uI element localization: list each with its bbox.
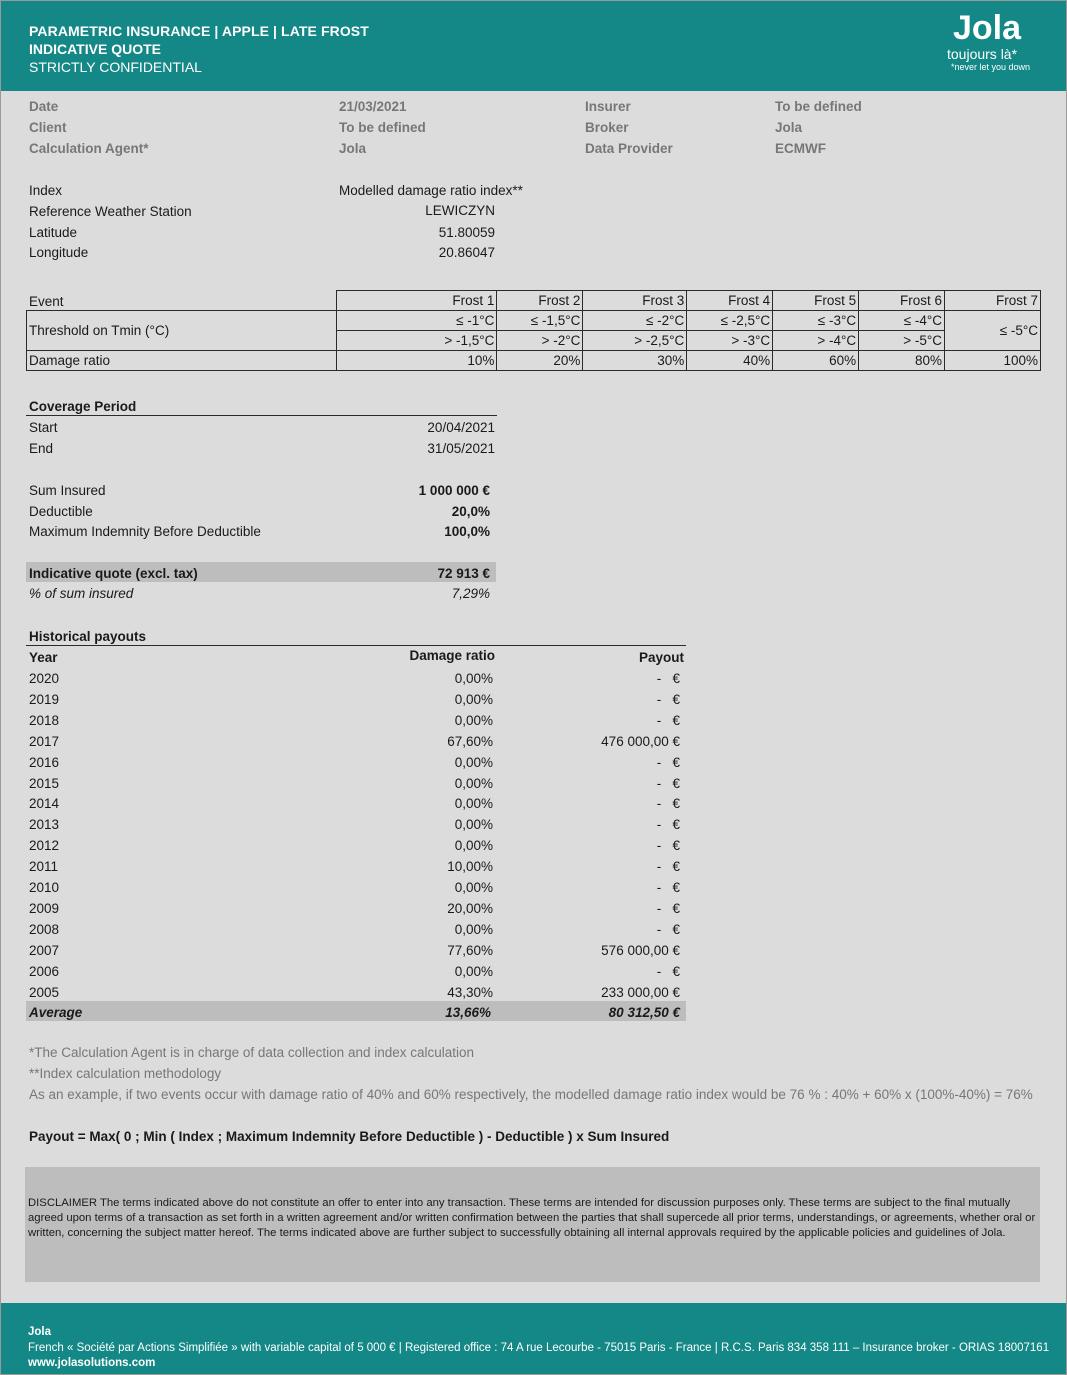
history-divider — [26, 645, 686, 646]
history-damage-ratio: 0,00% — [454, 692, 493, 707]
frost-name: Frost 3 — [583, 291, 687, 311]
history-year: 2006 — [29, 964, 60, 979]
history-year: 2013 — [29, 817, 60, 832]
damage-ratio-row — [27, 351, 1041, 371]
note-example: As an example, if two events occur with damage ratio of 40% and 60% respectively, the modelled damage ratio index would be 76 % : 40% + 60% x (100%-40%) = 76% — [29, 1087, 1033, 1102]
history-damage-ratio: 0,00% — [454, 713, 493, 728]
history-title: Historical payouts — [29, 629, 147, 644]
history-damage-ratio: 0,00% — [454, 880, 493, 895]
damage-ratio-value: 60% — [773, 351, 859, 371]
history-damage-ratio: 67,60% — [447, 734, 493, 749]
table-corner — [27, 291, 337, 311]
index-value: Modelled damage ratio index** — [339, 183, 523, 198]
frost-name: Frost 4 — [687, 291, 773, 311]
average-label: Average — [29, 1005, 83, 1020]
history-damage-ratio: 0,00% — [454, 838, 493, 853]
client-value: To be defined — [339, 120, 426, 135]
threshold-lower: > -4°C — [773, 331, 859, 351]
threshold-lower: > -2,5°C — [583, 331, 687, 351]
history-year: 2011 — [29, 859, 59, 874]
history-damage-ratio: 20,00% — [447, 901, 493, 916]
event-row — [27, 291, 1041, 311]
threshold-lower: > -3°C — [687, 331, 773, 351]
max-indemnity-label: Maximum Indemnity Before Deductible — [29, 524, 261, 539]
history-payout: - € — [656, 964, 680, 979]
footer-website: www.jolasolutions.com — [28, 1357, 156, 1369]
broker-value: Jola — [775, 120, 803, 135]
history-payout: 233 000,00 € — [601, 985, 680, 1000]
history-damage-ratio: 10,00% — [447, 859, 493, 874]
date-label: Date — [29, 99, 59, 114]
history-year: 2005 — [29, 985, 60, 1000]
agent-value: Jola — [339, 141, 367, 156]
history-payout: - € — [656, 817, 680, 832]
note-calculation-agent: *The Calculation Agent is in charge of data collection and index calculation — [29, 1045, 475, 1060]
threshold-upper: ≤ -1°C — [336, 311, 497, 331]
history-damage-ratio: 0,00% — [454, 776, 493, 791]
history-payout: - € — [656, 880, 680, 895]
start-value: 20/04/2021 — [427, 420, 495, 435]
history-payout: - € — [656, 776, 680, 791]
history-year: 2007 — [29, 943, 60, 958]
history-damage-ratio: 77,60% — [447, 943, 493, 958]
history-year: 2012 — [29, 838, 60, 853]
client-label: Client — [29, 120, 67, 135]
threshold-upper: ≤ -2°C — [583, 311, 687, 331]
history-damage-ratio: 0,00% — [454, 922, 493, 937]
jola-logo — [947, 9, 1047, 73]
quote-label: Indicative quote (excl. tax) — [29, 566, 198, 581]
longitude-value: 20.86047 — [438, 245, 495, 260]
history-payout: - € — [656, 859, 680, 874]
deductible-label: Deductible — [29, 504, 93, 519]
history-year: 2010 — [29, 880, 60, 895]
history-payout: 476 000,00 € — [601, 734, 680, 749]
history-damage-ratio: 0,00% — [454, 817, 493, 832]
broker-label: Broker — [585, 120, 629, 135]
footer-legal: French « Société par Actions Simplifiée » with variable capital of 5 000 € | Registered office : 74 A rue Lecourbe - 75015 Paris - France | R.C.S. Paris 834 358 111 – Insurance broker - ORIAS 18007161 — [28, 1342, 1050, 1354]
provider-label: Data Provider — [585, 141, 673, 156]
average-payout: 80 312,50 € — [608, 1005, 680, 1020]
history-year: 2017 — [29, 734, 60, 749]
latitude-value: 51.80059 — [438, 225, 495, 240]
history-damage-ratio: 43,30% — [447, 985, 493, 1000]
damage-ratio-value: 10% — [336, 351, 497, 371]
deductible-value: 20,0% — [451, 504, 490, 519]
average-ratio: 13,66% — [445, 1005, 491, 1020]
threshold-upper: ≤ -2,5°C — [687, 311, 773, 331]
note-index-methodology: **Index calculation methodology — [29, 1066, 222, 1081]
quote-value: 72 913 € — [437, 566, 490, 581]
event-label: Event — [29, 294, 64, 309]
history-year: 2018 — [29, 713, 60, 728]
logo-name: Jola — [953, 9, 1022, 47]
coverage-divider — [26, 415, 497, 416]
footer-company: Jola — [28, 1326, 52, 1338]
agent-label: Calculation Agent* — [29, 141, 149, 156]
damage-ratio-value: 100% — [945, 351, 1041, 371]
threshold-upper: ≤ -1,5°C — [497, 311, 583, 331]
header-confidential: STRICTLY CONFIDENTIAL — [29, 59, 202, 75]
history-payout: - € — [656, 671, 680, 686]
col-year: Year — [29, 650, 58, 665]
history-payout: - € — [656, 796, 680, 811]
history-payout: - € — [656, 713, 680, 728]
history-payout: - € — [656, 922, 680, 937]
start-label: Start — [29, 420, 58, 435]
history-payout: - € — [656, 755, 680, 770]
history-damage-ratio: 0,00% — [454, 964, 493, 979]
history-year: 2015 — [29, 776, 60, 791]
header-title: PARAMETRIC INSURANCE | APPLE | LATE FROST — [29, 23, 369, 39]
page-footer — [1, 1303, 1066, 1374]
coverage-title: Coverage Period — [29, 399, 137, 414]
col-payout: Payout — [638, 650, 684, 665]
history-payout: - € — [656, 692, 680, 707]
insurer-label: Insurer — [585, 99, 631, 114]
history-payout: 576 000,00 € — [601, 943, 680, 958]
history-damage-ratio: 0,00% — [454, 671, 493, 686]
longitude-label: Longitude — [29, 245, 89, 260]
history-payout: - € — [656, 838, 680, 853]
pct-label: % of sum insured — [29, 586, 134, 601]
history-year: 2008 — [29, 922, 60, 937]
frost-events-table — [26, 290, 1041, 371]
threshold-lower: > -1,5°C — [336, 331, 497, 351]
damage-ratio-value: 80% — [859, 351, 945, 371]
max-indemnity-value: 100,0% — [444, 524, 490, 539]
frost-name: Frost 1 — [336, 291, 497, 311]
col-damage-ratio: Damage ratio — [409, 648, 495, 663]
damage-ratio-value: 40% — [687, 351, 773, 371]
threshold-lower: > -2°C — [497, 331, 583, 351]
frost-name: Frost 6 — [859, 291, 945, 311]
latitude-label: Latitude — [29, 225, 78, 240]
history-damage-ratio: 0,00% — [454, 796, 493, 811]
threshold-lower: > -5°C — [859, 331, 945, 351]
history-damage-ratio: 0,00% — [454, 755, 493, 770]
station-label: Reference Weather Station — [29, 204, 192, 219]
threshold-last: ≤ -5°C — [945, 311, 1041, 351]
provider-value: ECMWF — [775, 141, 826, 156]
logo-tagline: toujours là* — [947, 46, 1018, 62]
threshold-upper: ≤ -3°C — [773, 311, 859, 331]
disclaimer-text: DISCLAIMER The terms indicated above do not constitute an offer to enter into any transaction. These terms are intended for discussion purposes only. These terms are subject to the final mutually agreed upon terms of a transaction as set forth in a written agreement and/or written confirmation between the parties that shall supercede all prior terms, understandings, or agreements, whether oral or written, concerning the subject matter hereof. The terms indicated above are further subject to successfully obtaining all internal approvals required by the applicable policies and guidelines of Jola. — [28, 1197, 1036, 1239]
pct-value: 7,29% — [451, 586, 490, 601]
station-value: LEWICZYN — [425, 203, 495, 218]
logo-subtagline: *never let you down — [951, 62, 1031, 72]
history-year: 2020 — [29, 671, 60, 686]
header-subtitle: INDICATIVE QUOTE — [29, 41, 161, 57]
payout-formula: Payout = Max( 0 ; Min ( Index ; Maximum Indemnity Before Deductible ) - Deductible ) x Sum Insured — [29, 1129, 670, 1144]
frost-name: Frost 7 — [945, 291, 1041, 311]
history-payout: - € — [656, 901, 680, 916]
sum-insured-value: 1 000 000 € — [418, 483, 490, 498]
threshold-label: Threshold on Tmin (°C) — [27, 311, 337, 351]
history-year: 2014 — [29, 796, 60, 811]
end-label: End — [29, 441, 54, 456]
insurer-value: To be defined — [775, 99, 862, 114]
history-year: 2009 — [29, 901, 60, 916]
damage-ratio-value: 30% — [583, 351, 687, 371]
threshold-upper-row — [27, 311, 1041, 331]
damage-ratio-label: Damage ratio — [27, 351, 337, 371]
damage-ratio-value: 20% — [497, 351, 583, 371]
frost-name: Frost 5 — [773, 291, 859, 311]
date-value: 21/03/2021 — [339, 99, 407, 114]
page-header — [1, 1, 1066, 91]
end-value: 31/05/2021 — [427, 441, 495, 456]
index-label: Index — [29, 183, 63, 198]
sum-insured-label: Sum Insured — [29, 483, 106, 498]
frost-name: Frost 2 — [497, 291, 583, 311]
history-year: 2019 — [29, 692, 60, 707]
history-year: 2016 — [29, 755, 60, 770]
threshold-upper: ≤ -4°C — [859, 311, 945, 331]
